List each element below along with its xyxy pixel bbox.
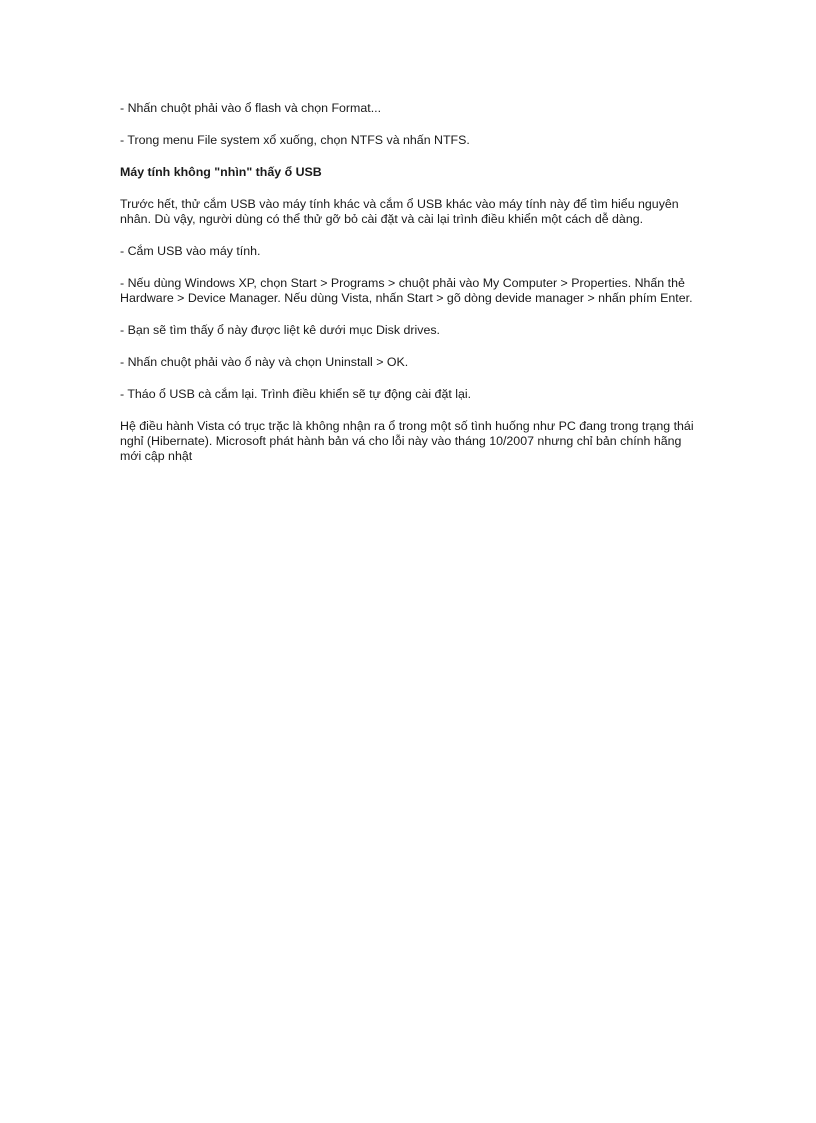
intro-paragraph: Trước hết, thử cắm USB vào máy tính khác và cắm ổ USB khác vào máy tính này để tìm hiểu nguyên nhân. Dù vậy, người dùng có thể thử gỡ bỏ cài đặt và cài lại trình điều khiển một cách dễ dàng. (120, 197, 679, 226)
step-replug-usb: - Tháo ổ USB cà cắm lại. Trình điều khiển sẽ tự động cài đặt lại. (120, 387, 472, 401)
vista-note-paragraph: Hệ điều hành Vista có trục trặc là không nhận ra ổ trong một số tình huống như PC đang trong trạng thái nghỉ (Hibernate). Microsoft phát hành bản vá cho lỗi này vào tháng 10/2007 nhưng chỉ bản chính hãng mới cập nhật (120, 419, 694, 463)
step-choose-ntfs: - Trong menu File system xổ xuống, chọn NTFS và nhấn NTFS. (120, 133, 470, 147)
step-plug-usb: - Cắm USB vào máy tính. (120, 244, 261, 258)
step-open-device-manager: - Nếu dùng Windows XP, chọn Start > Programs > chuột phải vào My Computer > Properties. Nhấn thẻ Hardware > Device Manager. Nếu dùng Vista, nhấn Start > gõ dòng devide manager > nhấn phím Enter. (120, 276, 693, 305)
section-heading-usb-not-detected: Máy tính không "nhìn" thấy ổ USB (120, 165, 322, 179)
step-format-flash: - Nhấn chuột phải vào ổ flash và chọn Format... (120, 101, 382, 115)
document-body (120, 101, 705, 481)
step-uninstall-drive: - Nhấn chuột phải vào ổ này và chọn Uninstall > OK. (120, 355, 409, 369)
step-find-disk-drives: - Bạn sẽ tìm thấy ổ này được liệt kê dưới mục Disk drives. (120, 323, 440, 337)
